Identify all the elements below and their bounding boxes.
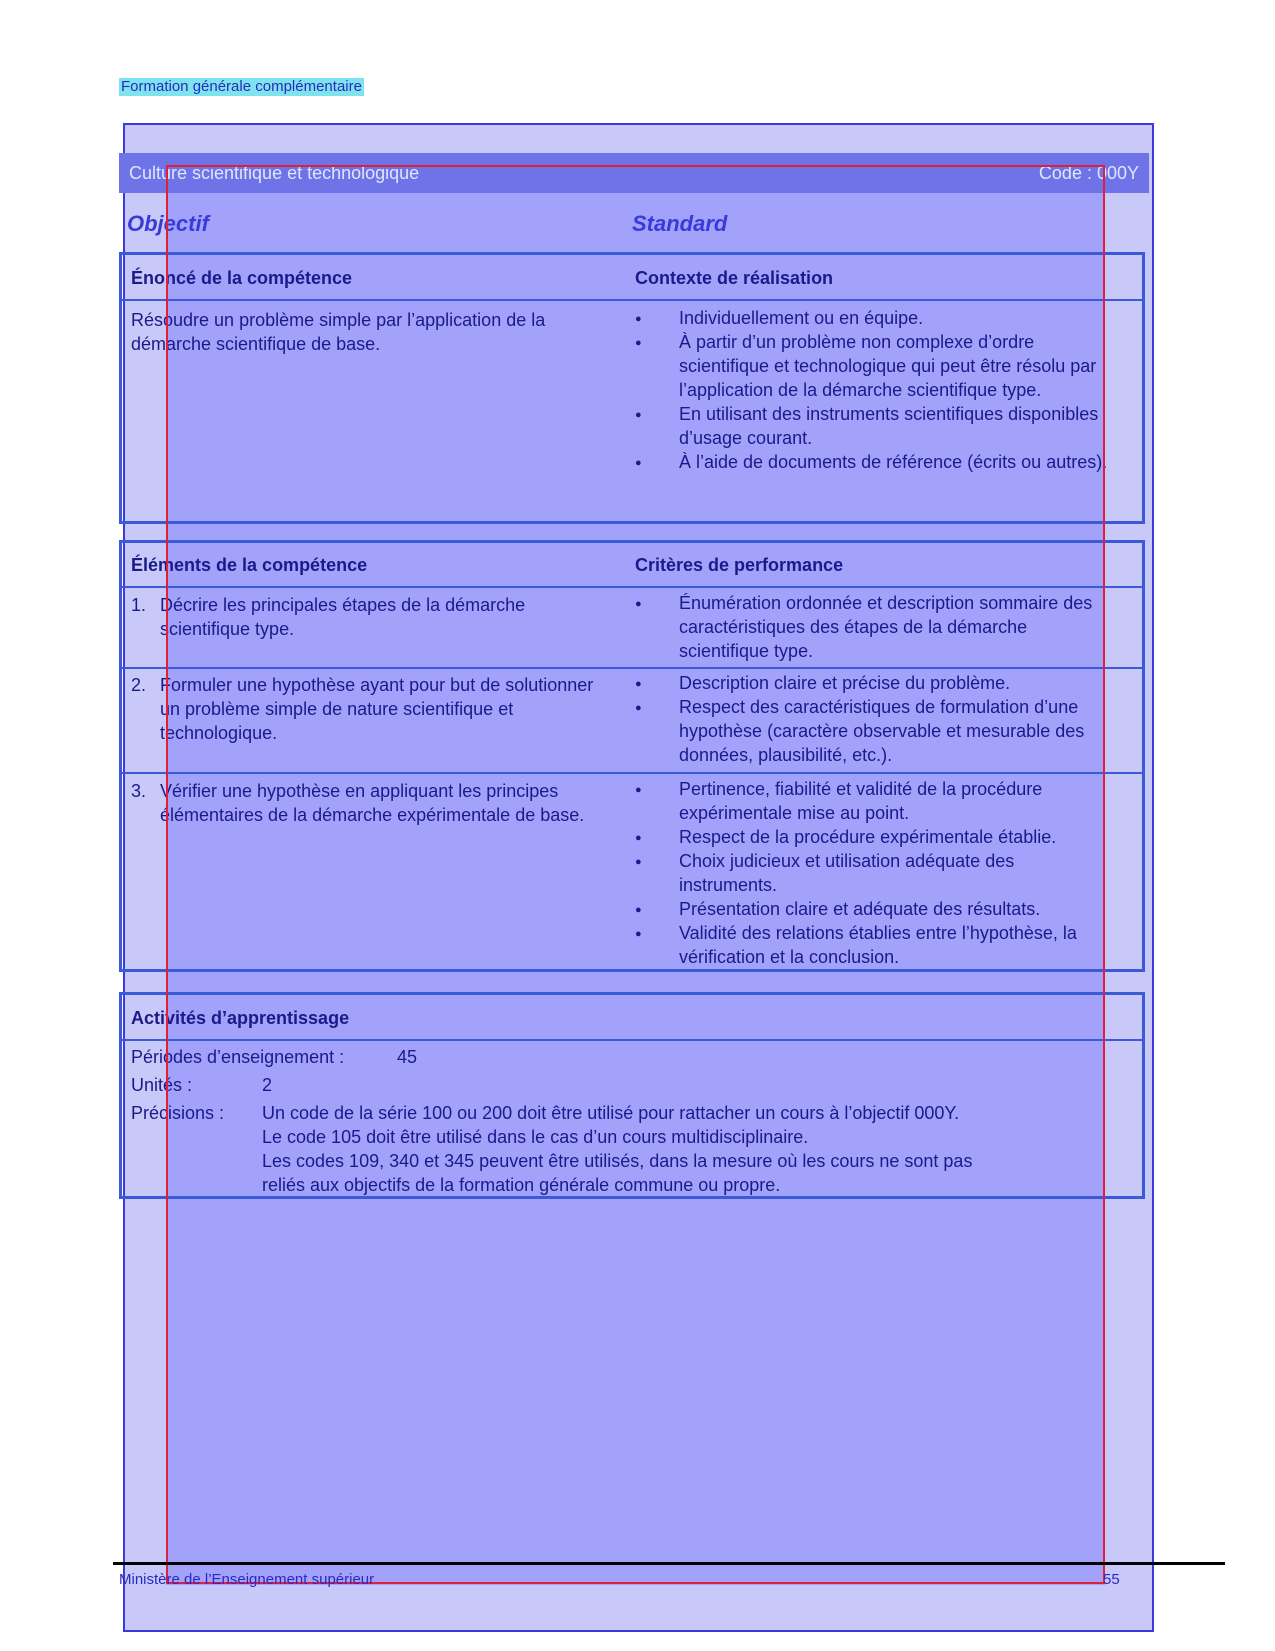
subhead-objectif: Objectif	[127, 211, 209, 236]
critere-item: ● Respect de la procédure expérimentale établie.	[635, 825, 1115, 849]
critere-item: ● Respect des caractéristiques de formulation d’une hypothèse (caractère observable et mesurable des données, plausibilité, etc.).	[635, 695, 1115, 767]
critere-item: ● Description claire et précise du problème.	[635, 671, 1115, 695]
element-text: Vérifier une hypothèse en appliquant les principes élémentaires de la démarche expérimentale de base.	[160, 781, 585, 825]
critere-item: ● Présentation claire et adéquate des résultats.	[635, 897, 1115, 921]
title-bar	[119, 153, 1149, 193]
contexte-item: ● Individuellement ou en équipe.	[635, 306, 1115, 330]
element-text: Décrire les principales étapes de la démarche scientifique type.	[160, 595, 526, 639]
element-row-3	[131, 779, 611, 827]
unites-value: 2	[262, 1075, 273, 1095]
course-code: Code : 000Y	[1038, 163, 1139, 183]
course-title: Culture scientifique et technologique	[129, 163, 420, 183]
precision-line: Un code de la série 100 ou 200 doit être utilisé pour rattacher un cours à l’objectif 000Y.	[262, 1103, 960, 1123]
running-head: Formation générale complémentaire	[121, 78, 362, 95]
element-row-2	[131, 673, 611, 745]
criteres-list-1	[635, 591, 1115, 663]
element-text: Formuler une hypothèse ayant pour but de solutionner un problème simple de nature scientifique et technologique.	[160, 675, 594, 743]
precisions-label: Précisions :	[131, 1103, 225, 1123]
activites-header-label: Activités d’apprentissage	[131, 1008, 350, 1028]
enonce-text: Résoudre un problème simple par l’application de la démarche scientifique de base.	[131, 310, 546, 354]
precision-line: reliés aux objectifs de la formation générale commune ou propre.	[262, 1175, 781, 1195]
contexte-item: ● À partir d’un problème non complexe d’ordre scientifique et technologique qui peut être résolu par l’application de la démarche scientifique type.	[635, 330, 1115, 402]
element-number: 2.	[131, 675, 147, 695]
contexte-item: ● En utilisant des instruments scientifiques disponibles d’usage courant.	[635, 402, 1115, 450]
periodes-label: Périodes d’enseignement :	[131, 1047, 345, 1067]
contexte-item: ● À l’aide de documents de référence (écrits ou autres).	[635, 450, 1115, 474]
critere-item: ● Validité des relations établies entre l’hypothèse, la vérification et la conclusion.	[635, 921, 1115, 969]
contexte-list	[635, 306, 1115, 474]
contexte-header: Contexte de réalisation	[635, 268, 834, 288]
periodes-value: 45	[397, 1047, 418, 1067]
criteres-list-3	[635, 777, 1115, 969]
element-number: 1.	[131, 595, 147, 615]
element-row-1	[131, 593, 611, 641]
precisions-text	[262, 1101, 1092, 1197]
precision-line: Le code 105 doit être utilisé dans le cas d’un cours multidisciplinaire.	[262, 1127, 809, 1147]
unites-label: Unités :	[131, 1075, 193, 1095]
activites-box	[119, 992, 1145, 1199]
subhead-standard: Standard	[632, 211, 728, 236]
competence-box	[119, 252, 1145, 524]
criteres-header-label: Critères de performance	[635, 555, 844, 575]
element-number: 3.	[131, 781, 147, 801]
page-number: 55	[1103, 1571, 1120, 1588]
row-separator	[122, 772, 1142, 774]
footer-rule	[113, 1562, 1225, 1565]
elements-header-label: Éléments de la compétence	[131, 555, 368, 575]
elements-box	[119, 540, 1145, 972]
row-separator	[122, 667, 1142, 669]
critere-item: ● Pertinence, fiabilité et validité de la procédure expérimentale mise au point.	[635, 777, 1115, 825]
enonce-header: Énoncé de la compétence	[131, 268, 353, 288]
critere-item: ● Énumération ordonnée et description sommaire des caractéristiques des étapes de la démarche scientifique type.	[635, 591, 1115, 663]
footer-ministry: Ministère de l’Enseignement supérieur	[119, 1571, 375, 1588]
precision-line: Les codes 109, 340 et 345 peuvent être utilisés, dans la mesure où les cours ne sont pas	[262, 1151, 973, 1171]
critere-item: ● Choix judicieux et utilisation adéquate des instruments.	[635, 849, 1115, 897]
criteres-list-2	[635, 671, 1115, 767]
